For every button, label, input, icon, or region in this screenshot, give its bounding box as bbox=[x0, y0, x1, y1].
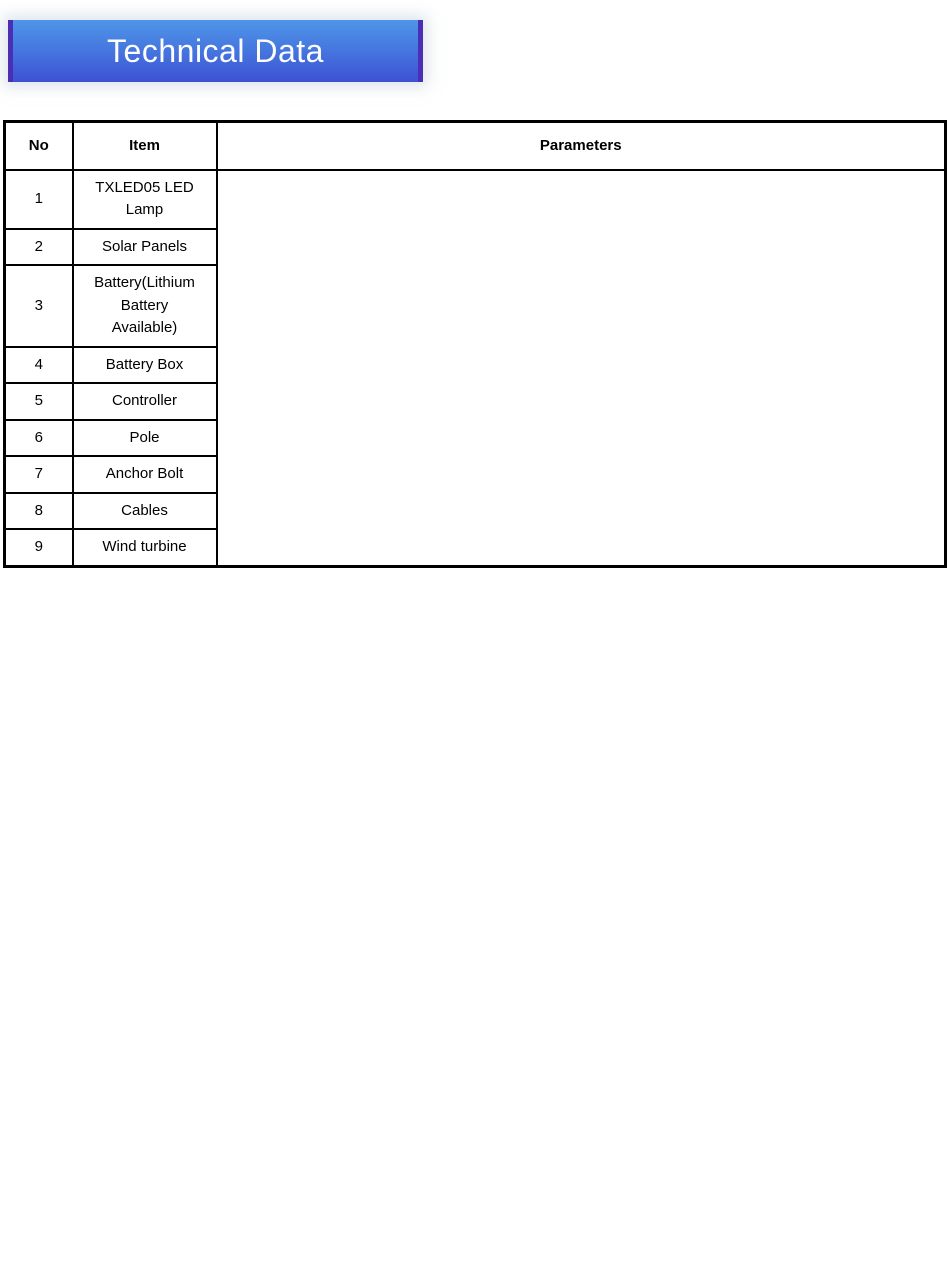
cell-no: 6 bbox=[5, 420, 73, 457]
cell-item: Wind turbine bbox=[73, 529, 217, 566]
table-row bbox=[5, 265, 946, 347]
cell-item: Pole bbox=[73, 420, 217, 457]
cell-no: 8 bbox=[5, 493, 73, 530]
cell-item: Solar Panels bbox=[73, 229, 217, 266]
technical-data-table bbox=[3, 120, 947, 568]
table-row bbox=[5, 493, 946, 530]
table-row bbox=[5, 347, 946, 384]
cell-item: Controller bbox=[73, 383, 217, 420]
cell-item: Cables bbox=[73, 493, 217, 530]
table-header-row bbox=[5, 122, 946, 170]
cell-item: Battery Box bbox=[73, 347, 217, 384]
page-title: Technical Data bbox=[107, 32, 324, 69]
cell-item: Anchor Bolt bbox=[73, 456, 217, 493]
table-body bbox=[5, 170, 946, 567]
table-row bbox=[5, 229, 946, 266]
cell-item: Battery(Lithium Battery Available) bbox=[73, 265, 217, 347]
cell-no: 1 bbox=[5, 170, 73, 229]
cell-no: 2 bbox=[5, 229, 73, 266]
technical-data-banner bbox=[8, 20, 423, 82]
column-header-item: Item bbox=[73, 122, 217, 170]
cell-no: 3 bbox=[5, 265, 73, 347]
cell-no: 5 bbox=[5, 383, 73, 420]
table-row bbox=[5, 170, 946, 229]
table-row bbox=[5, 383, 946, 420]
cell-item: TXLED05 LED Lamp bbox=[73, 170, 217, 229]
cell-no: 4 bbox=[5, 347, 73, 384]
column-header-no: No bbox=[5, 122, 73, 170]
cell-no: 9 bbox=[5, 529, 73, 566]
cell-no: 7 bbox=[5, 456, 73, 493]
table-row bbox=[5, 456, 946, 493]
column-header-parameters: Parameters bbox=[217, 122, 946, 170]
